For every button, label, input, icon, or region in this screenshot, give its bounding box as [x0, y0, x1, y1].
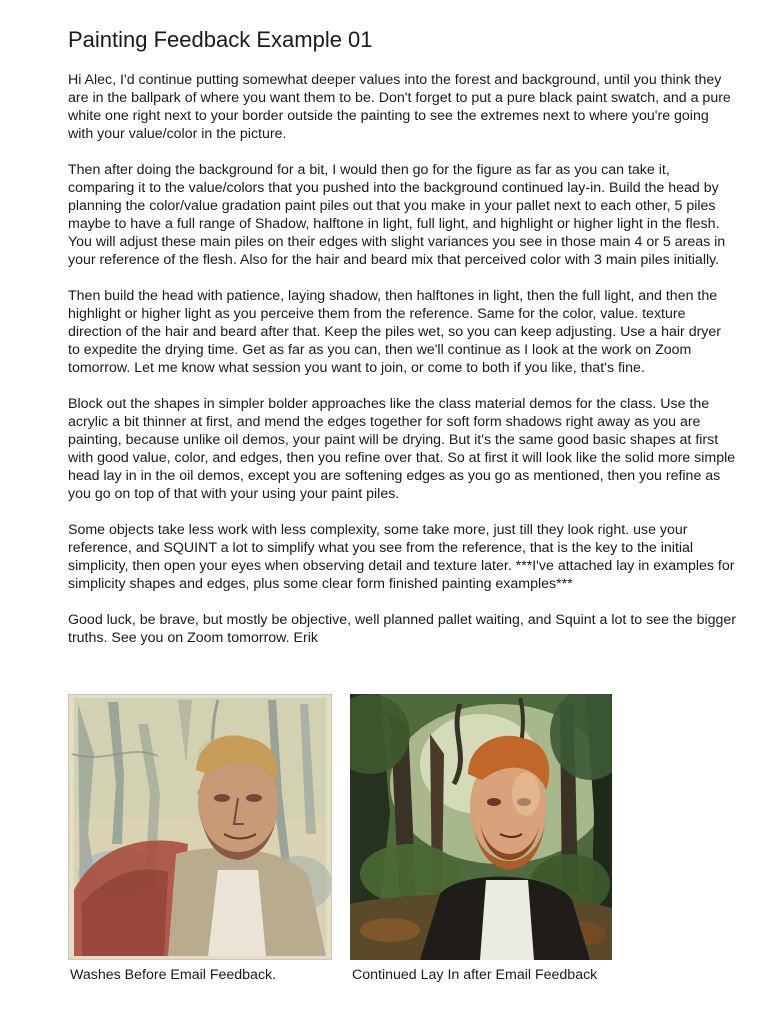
lay-in-painting-image [350, 694, 612, 960]
figure-washes [68, 694, 332, 983]
page-title: Painting Feedback Example 01 [68, 27, 373, 52]
figures-row [68, 694, 628, 994]
paragraph-6: Good luck, be brave, but mostly be objective, well planned pallet waiting, and Squint a lot to see the bigger truths. See you on Zoom tomorrow. Erik [68, 612, 737, 646]
figure-lay-in [350, 694, 630, 983]
paragraph-2: Then after doing the background for a bit, I would then go for the figure as far as you can take it, comparing it to the value/colors that you pushed into the background continued lay-in. Build the head by planning the color/value gradation paint piles out that you make in your pallet next to each other, 5 piles maybe to have a full range of Shadow, halftone in light, full light, and highlight or higher light in the flesh. You will adjust these main piles on their edges with slight variances you see in those main 4 or 5 areas in your reference of the flesh. Also for the hair and beard mix that perceived color with 3 main piles initially. [68, 162, 726, 268]
document-body [68, 26, 736, 665]
paragraph-3: Then build the head with patience, laying shadow, then halftones in light, then the full light, and then the highlight or higher light as you perceive them from the reference. Same for the color, value. texture direction of the hair and beard after that. Keep the piles wet, so you can keep adjusting. Use a hair dryer to expedite the drying time. Get as far as you can, then we'll continue as I look at the work on Zoom tomorrow. Let me know what session you want to join, or come to both if you like, that's fine. [68, 288, 722, 376]
washes-painting-image [68, 694, 332, 960]
figure-caption-lay-in: Continued Lay In after Email Feedback [352, 967, 598, 983]
paragraph-4: Block out the shapes in simpler bolder approaches like the class material demos for the class. Use the acrylic a bit thinner at first, and mend the edges together for soft form shadows right away as you are painting, because unlike oil demos, your paint will be drying. But it's the same good basic shapes at first with good value, color, and edges, then you refine over that. So at first it will look like the solid more simple head lay in in the oil demos, except you are softening edges as you go as mentioned, then you refine as you go on top of that with your using your paint piles. [68, 396, 736, 502]
paragraph-1: Hi Alec, I'd continue putting somewhat deeper values into the forest and background, until you think they are in the ballpark of where you want them to be. Don't forget to put a pure black paint swatch, and a pure white one right next to your border outside the painting to see the extremes next to where you're going with your value/color in the picture. [68, 72, 731, 142]
paragraph-5: Some objects take less work with less complexity, some take more, just till they look right. use your reference, and SQUINT a lot to simplify what you see from the reference, that is the key to the initial simplicity, then open your eyes when observing detail and texture later. ***I've attached lay in examples for simplicity shapes and edges, plus some clear form finished painting examples*** [68, 522, 735, 592]
figure-caption-washes: Washes Before Email Feedback. [70, 967, 277, 983]
